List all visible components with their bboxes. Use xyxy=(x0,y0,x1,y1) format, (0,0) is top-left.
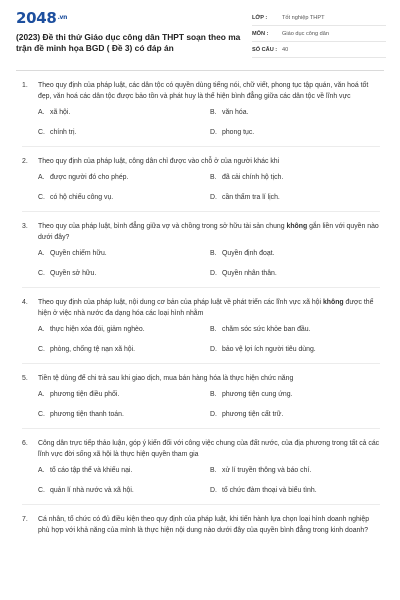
question-number: 6. xyxy=(22,440,28,447)
option-text: tổ cáo tập thể và khiếu nại. xyxy=(50,467,133,474)
option-text: được người đó cho phép. xyxy=(50,174,129,181)
option-text: đã cải chính hộ tịch. xyxy=(222,174,284,181)
meta-row-subject xyxy=(252,26,386,42)
option-text: phong tục. xyxy=(222,129,255,136)
question-text: Công dân trực tiếp thảo luận, góp ý kiến đối với công việc chung của đất nước, của địa phương trong tất cả các lĩnh vực đời sống xã hội là thực hiện quyền tham gia xyxy=(38,440,380,458)
option-letter: C. xyxy=(38,487,45,494)
option-text: tổ chức đàm thoại và biểu tình. xyxy=(222,487,317,494)
meta-value: Tốt nghiệp THPT xyxy=(282,14,325,21)
answer-options xyxy=(38,325,380,354)
question-item xyxy=(0,297,400,364)
question-text xyxy=(38,297,380,319)
question-number: 7. xyxy=(22,516,28,523)
option-text: Quyền chiếm hữu. xyxy=(50,250,107,257)
option-text: xã hội. xyxy=(50,109,71,116)
option-letter: A. xyxy=(38,467,45,474)
answer-options xyxy=(38,390,380,419)
meta-value: Giáo dục công dân xyxy=(282,30,329,37)
option-text: phương tiện cung ứng. xyxy=(222,391,293,398)
answer-option[interactable] xyxy=(38,249,210,258)
answer-option[interactable] xyxy=(210,108,382,117)
option-letter: D. xyxy=(210,270,217,277)
meta-row-question-count xyxy=(252,42,386,58)
answer-option[interactable] xyxy=(38,390,210,399)
option-letter: C. xyxy=(38,129,45,136)
answer-options xyxy=(38,466,380,495)
meta-label: LỚP : xyxy=(252,14,268,21)
answer-option[interactable] xyxy=(210,486,382,495)
answer-option[interactable] xyxy=(38,269,210,278)
answer-options xyxy=(38,173,380,202)
option-text: Quyền định đoạt. xyxy=(222,250,275,257)
meta-value: 40 xyxy=(282,46,289,53)
question-number: 2. xyxy=(22,158,28,165)
page-title: (2023) Đề thi thử Giáo dục công dân THPT soạn theo ma trận đề minh họa BGD ( Đề 3) có đáp án xyxy=(16,32,241,53)
option-text: phương tiện điều phối. xyxy=(50,391,120,398)
answer-option[interactable] xyxy=(210,269,382,278)
answer-option[interactable] xyxy=(210,128,382,137)
question-text: Theo quy định của pháp luật, các dân tộc có quyền dùng tiếng nói, chữ viết, phong tục tập quán, văn hoá tốt đẹp, văn hoá các dân tộc được bảo tồn và phát huy là thể hiện bình đẳng giữa các dân tộc về lĩnh vực xyxy=(38,82,369,100)
question-divider xyxy=(22,211,380,212)
question-text: Theo quy định của pháp luật, công dân chỉ được vào chỗ ở của người khác khi xyxy=(38,158,280,165)
option-text: phương tiện cất trữ. xyxy=(222,411,284,418)
option-letter: C. xyxy=(38,346,45,353)
option-letter: B. xyxy=(210,467,217,474)
option-letter: A. xyxy=(38,326,45,333)
option-letter: A. xyxy=(38,250,45,257)
question-emphasis: không xyxy=(286,223,308,230)
answer-option[interactable] xyxy=(210,193,382,202)
question-text: Tiền tệ dùng để chi trả sau khi giao dịch, mua bán hàng hóa là thực hiện chức năng xyxy=(38,375,294,382)
option-text: có hộ chiếu công vụ. xyxy=(50,194,114,201)
answer-option[interactable] xyxy=(210,249,382,258)
option-letter: C. xyxy=(38,270,45,277)
option-letter: B. xyxy=(210,391,217,398)
option-letter: D. xyxy=(210,411,217,418)
option-letter: D. xyxy=(210,194,217,201)
option-letter: A. xyxy=(38,391,45,398)
option-letter: C. xyxy=(38,411,45,418)
option-text: chính trị. xyxy=(50,129,77,136)
answer-option[interactable] xyxy=(210,466,382,475)
meta-row-grade xyxy=(252,10,386,26)
answer-option[interactable] xyxy=(210,325,382,334)
question-list xyxy=(0,80,400,536)
answer-option[interactable] xyxy=(38,466,210,475)
option-letter: C. xyxy=(38,194,45,201)
option-letter: D. xyxy=(210,129,217,136)
question-emphasis: không xyxy=(322,299,344,306)
option-letter: B. xyxy=(210,174,217,181)
question-text-part: Theo quy định của pháp luật, nội dung cơ bản của pháp luật về phát triển các lĩnh vực xã hội xyxy=(38,299,323,306)
header xyxy=(0,0,400,68)
option-text: phương tiện thanh toán. xyxy=(50,411,124,418)
option-text: phòng, chống tệ nạn xã hội. xyxy=(50,346,136,353)
option-letter: A. xyxy=(38,174,45,181)
answer-option[interactable] xyxy=(210,345,382,354)
answer-option[interactable] xyxy=(38,193,210,202)
question-divider xyxy=(22,504,380,505)
option-letter: A. xyxy=(38,109,45,116)
answer-options xyxy=(38,108,380,137)
option-text: chăm sóc sức khỏe ban đầu. xyxy=(222,326,311,333)
question-divider xyxy=(22,428,380,429)
option-text: xử lí truyền thông và báo chí. xyxy=(222,467,312,474)
answer-option[interactable] xyxy=(38,128,210,137)
meta-label: MÔN : xyxy=(252,30,269,37)
answer-option[interactable] xyxy=(38,410,210,419)
question-number: 4. xyxy=(22,299,28,306)
logo-suffix: .vn xyxy=(57,14,68,21)
question-text xyxy=(38,221,380,243)
question-divider xyxy=(22,287,380,288)
option-text: thực hiện xóa đói, giảm nghèo. xyxy=(50,326,145,333)
question-number: 3. xyxy=(22,223,28,230)
answer-option[interactable] xyxy=(38,108,210,117)
option-letter: B. xyxy=(210,109,217,116)
question-item xyxy=(0,438,400,505)
answer-option[interactable] xyxy=(210,173,382,182)
question-text-part: gắn liền với quyền nào dưới đây? xyxy=(38,223,379,241)
question-item xyxy=(0,514,400,536)
header-divider xyxy=(16,70,384,71)
answer-option[interactable] xyxy=(38,486,210,495)
question-number: 5. xyxy=(22,375,28,382)
question-text-part: Theo quy của pháp luật, bình đẳng giữa vợ và chồng trong sở hữu tài sản chung xyxy=(38,223,287,230)
question-item xyxy=(0,221,400,288)
question-divider xyxy=(22,363,380,364)
question-item xyxy=(0,156,400,212)
question-item xyxy=(0,80,400,147)
option-letter: B. xyxy=(210,326,217,333)
answer-option[interactable] xyxy=(38,325,210,334)
option-text: Quyền nhân thân. xyxy=(222,270,277,277)
question-text: Cá nhân, tổ chức có đủ điều kiện theo quy định của pháp luật, khi tiến hành lựa chọn loại hình doanh nghiệp phù hợp với khả năng của mình là thực hiện nội dung nào dưới đây của quyền bình đẳng trong kinh doanh? xyxy=(38,516,370,534)
meta-label: SỐ CÂU : xyxy=(252,46,278,53)
option-letter: B. xyxy=(210,250,217,257)
answer-option[interactable] xyxy=(210,410,382,419)
option-letter: D. xyxy=(210,346,217,353)
question-number: 1. xyxy=(22,82,28,89)
question-item xyxy=(0,373,400,429)
question-text-part: được thể hiện ở việc nhà nước đa dạng hóa các loại hình nhằm xyxy=(38,299,374,317)
option-text: quản lí nhà nước và xã hội. xyxy=(50,487,134,494)
option-text: Quyền sở hữu. xyxy=(50,270,97,277)
answer-option[interactable] xyxy=(38,173,210,182)
answer-options xyxy=(38,249,380,278)
option-letter: D. xyxy=(210,487,217,494)
option-text: bảo vệ lợi ích người tiêu dùng. xyxy=(222,346,316,353)
option-text: cần thẩm tra lí lịch. xyxy=(222,194,280,201)
logo-text: 2048 xyxy=(16,9,57,27)
option-text: văn hóa. xyxy=(222,109,249,116)
answer-option[interactable] xyxy=(38,345,210,354)
question-divider xyxy=(22,146,380,147)
meta-table xyxy=(252,10,386,58)
answer-option[interactable] xyxy=(210,390,382,399)
